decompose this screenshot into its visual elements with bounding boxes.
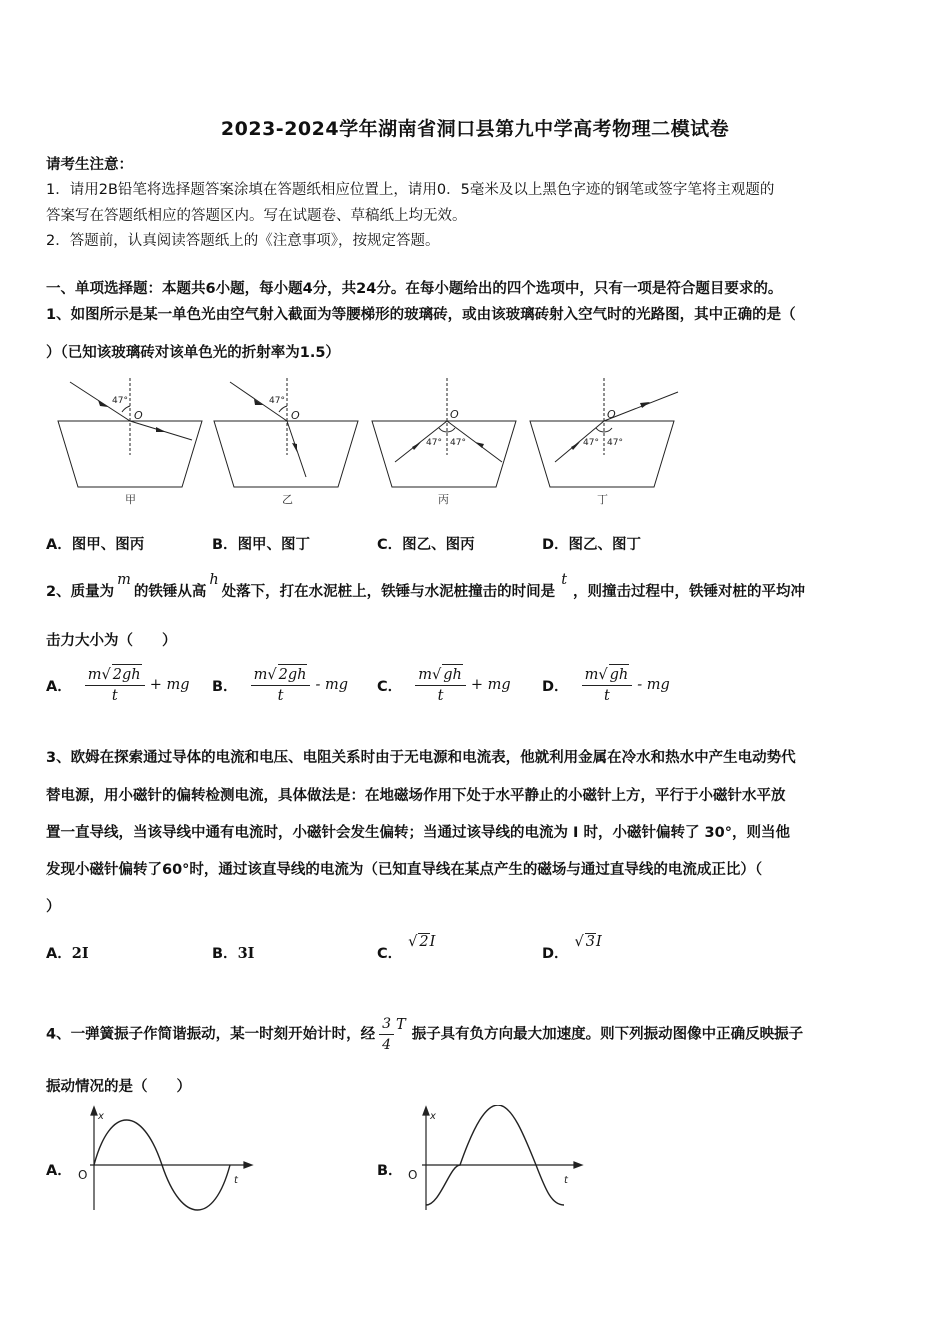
angle-label-jia: 47° bbox=[112, 396, 128, 406]
q3-stem-line-5: ） bbox=[46, 899, 61, 915]
notice-heading: 请考生注意： bbox=[46, 157, 133, 173]
q4-option-b-label[interactable]: B． bbox=[377, 1163, 403, 1179]
q4-stem-line-2: 振动情况的是（ ） bbox=[46, 1079, 191, 1095]
label-o-a: O bbox=[78, 1168, 88, 1182]
q1-optics-figure bbox=[50, 370, 690, 510]
label-o-b: O bbox=[408, 1168, 418, 1182]
page-title: 2023-2024学年湖南省洞口县第九中学高考物理二模试卷 bbox=[220, 118, 730, 140]
angle-label-ding-left: 47° bbox=[583, 438, 599, 448]
q4-option-a-graph[interactable] bbox=[70, 1105, 260, 1215]
point-o-ding: O bbox=[607, 408, 616, 421]
caption-yi: 乙 bbox=[282, 493, 293, 506]
q2-stem-line-1: 2、质量为m的铁锤从高h处落下，打在水泥桩上，铁锤与水泥桩撞击的时间是t，则撞击过程中，铁锤对桩的平均冲 bbox=[46, 572, 806, 600]
arrowhead-ding-in bbox=[571, 442, 580, 450]
angle-label-yi: 47° bbox=[269, 396, 285, 406]
arrow-x-b bbox=[423, 1107, 429, 1115]
q2-option-d[interactable]: D． $\frac{m√ gh}{t}$ - mg bbox=[542, 664, 670, 706]
arrowhead-jia-out bbox=[156, 427, 166, 432]
var-h: h bbox=[209, 572, 219, 588]
prism-ding bbox=[530, 421, 674, 487]
prism-bing bbox=[372, 421, 516, 487]
q4-option-b-graph[interactable] bbox=[400, 1105, 590, 1215]
section-heading: 一、单项选择题：本题共6小题，每小题4分，共24分。在每小题给出的四个选项中，只有一项是符合题目要求的。 bbox=[46, 281, 783, 297]
q3-option-a[interactable]: A．2I bbox=[46, 945, 89, 962]
q3-stem-line-1: 3、欧姆在探索通过导体的电流和电压、电阻关系时由于无电源和电流表，他就利用金属在冷水和热水中产生电动势代 bbox=[46, 750, 796, 766]
q1-option-d[interactable]: D．图乙、图丁 bbox=[542, 537, 642, 553]
q1-option-c[interactable]: C．图乙、图丙 bbox=[377, 537, 475, 553]
angle-label-bing-right: 47° bbox=[450, 438, 466, 448]
q1-stem-line-2: ）（已知该玻璃砖对该单色光的折射率为1.5） bbox=[46, 345, 340, 361]
q3-option-b[interactable]: B．3I bbox=[212, 945, 255, 962]
prism-yi bbox=[214, 421, 358, 487]
var-m: m bbox=[117, 572, 131, 588]
q3-stem-line-3: 置一直导线，当该导线中通有电流时，小磁针会发生偏转；当通过该导线的电流为 I 时，小磁针偏转了 30°，则当他 bbox=[46, 825, 790, 841]
label-t-a: t bbox=[234, 1175, 238, 1186]
arrow-t-b bbox=[574, 1162, 582, 1168]
caption-jia: 甲 bbox=[125, 493, 136, 506]
q1-option-a[interactable]: A．图甲、图丙 bbox=[46, 537, 145, 553]
q2-option-a[interactable]: A． $\frac{m√ 2gh}{t}$ + mg bbox=[46, 664, 190, 706]
q1-stem-line-1: 1、如图所示是某一单色光由空气射入截面为等腰梯形的玻璃砖，或由该玻璃砖射入空气时的光路图，其中正确的是（ bbox=[46, 307, 796, 323]
arrowhead-yi-out bbox=[292, 443, 297, 452]
label-x-a: x bbox=[98, 1111, 104, 1122]
notice-line-1: 1．请用2B铅笔将选择题答案涂填在答题纸相应位置上，请用0．5毫米及以上黑色字迹的钢笔或签字笔将主观题的 bbox=[46, 182, 775, 198]
q3-stem-line-4: 发现小磁针偏转了60°时，通过该直导线的电流为（已知直导线在某点产生的磁场与通过直导线的电流成正比）（ bbox=[46, 862, 763, 878]
arrowhead-ding-out bbox=[640, 402, 650, 408]
q3-option-c[interactable]: C．√ 2I bbox=[377, 934, 436, 962]
var-t: t bbox=[561, 572, 568, 588]
caption-bing: 丙 bbox=[438, 493, 449, 506]
q3-stem-line-2: 替电源，用小磁针的偏转检测电流，具体做法是：在地磁场作用下处于水平静止的小磁针上方，平行于小磁针水平放 bbox=[46, 788, 786, 804]
arrow-t-a bbox=[244, 1162, 252, 1168]
caption-ding: 丁 bbox=[597, 493, 608, 506]
wave-b bbox=[426, 1105, 564, 1205]
q1-option-b[interactable]: B．图甲、图丁 bbox=[212, 537, 311, 553]
angle-label-bing-left: 47° bbox=[426, 438, 442, 448]
label-t-b: t bbox=[564, 1175, 568, 1186]
q2-stem-line-2: 击力大小为（ ） bbox=[46, 633, 177, 649]
arrowhead-bing-in bbox=[412, 442, 421, 450]
point-o-yi: O bbox=[291, 409, 300, 422]
arrow-x-a bbox=[91, 1107, 97, 1115]
label-x-b: x bbox=[430, 1111, 436, 1122]
q2-option-c[interactable]: C． $\frac{m√ gh}{t}$ + mg bbox=[377, 664, 511, 706]
notice-line-1b: 答案写在答题纸相应的答题区内。写在试题卷、草稿纸上均无效。 bbox=[46, 208, 467, 224]
point-o-bing: O bbox=[450, 408, 459, 421]
q3-option-d[interactable]: D．√ 3I bbox=[542, 934, 602, 962]
angle-label-ding-right: 47° bbox=[607, 438, 623, 448]
notice-line-2: 2．答题前，认真阅读答题纸上的《注意事项》，按规定答题。 bbox=[46, 233, 440, 249]
q4-option-a-label[interactable]: A． bbox=[46, 1163, 72, 1179]
q4-stem-line-1: 4、一弹簧振子作简谐振动，某一时刻开始计时，经 $\frac{3}{4}$ T振子具有负方向最大加速度。则下列振动图像中正确反映振子 bbox=[46, 1016, 804, 1053]
point-o-jia: O bbox=[134, 409, 143, 422]
q2-option-b[interactable]: B． $\frac{m√ 2gh}{t}$ - mg bbox=[212, 664, 348, 706]
